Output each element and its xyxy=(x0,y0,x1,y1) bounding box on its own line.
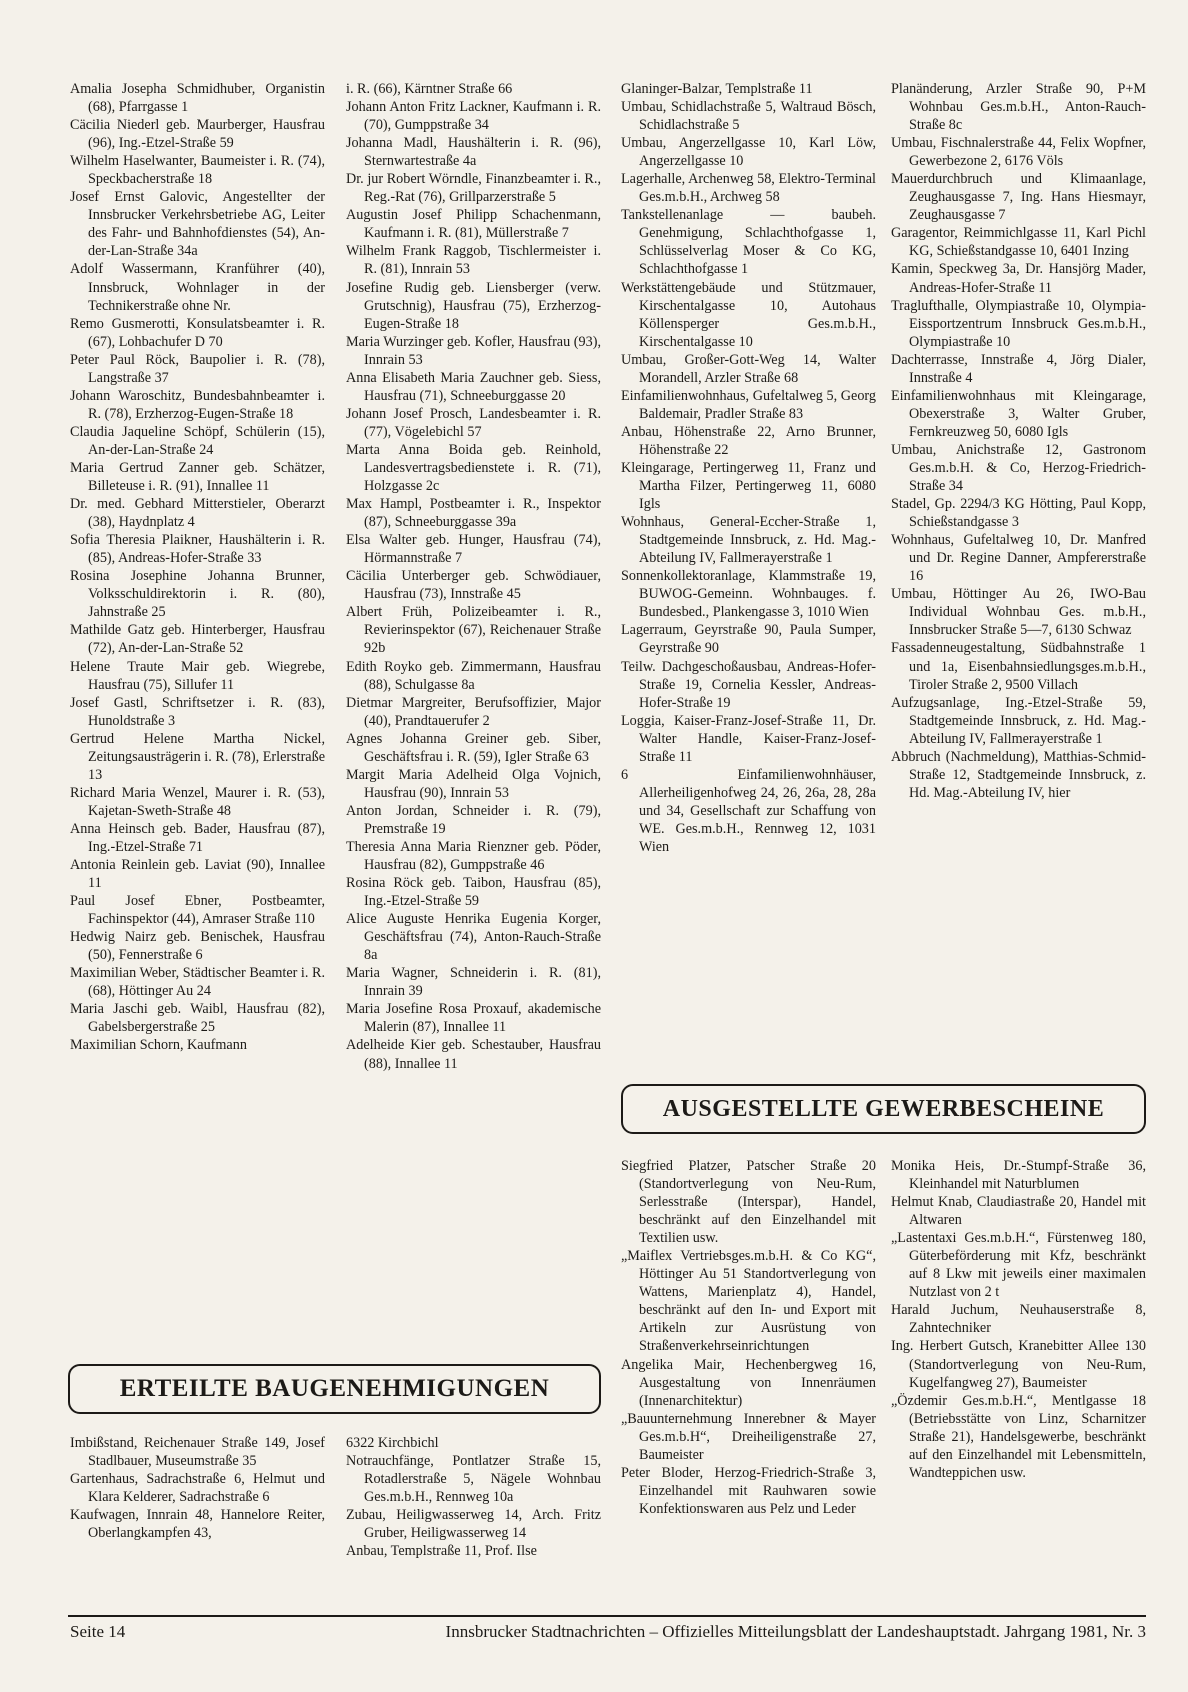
list-entry: Dachterrasse, Innstraße 4, Jörg Dialer, Innstraße 4 xyxy=(891,351,1146,386)
column-gewerbescheine-1 xyxy=(621,1157,876,1518)
list-entry: Umbau, Angerzellgasse 10, Karl Löw, Angerzellgasse 10 xyxy=(621,135,876,170)
list-entry: Maximilian Schorn, Kaufmann xyxy=(70,1037,247,1054)
list-entry: Margit Maria Adelheid Olga Vojnich, Hausfrau (90), Innrain 53 xyxy=(346,766,601,801)
list-entry: Johann Anton Fritz Lackner, Kaufmann i. R. (70), Gumppstraße 34 xyxy=(346,99,601,134)
section-heading-baugenehmigungen xyxy=(68,1364,601,1414)
list-entry: Kaufwagen, Innrain 48, Hannelore Reiter, Oberlangkampfen 43, xyxy=(70,1507,325,1542)
list-entry: Umbau, Fischnalerstraße 44, Felix Wopfner, Gewerbezone 2, 6176 Völs xyxy=(891,135,1146,170)
list-entry: 6 Einfamilienwohnhäuser, Allerheiligenhofweg 24, 26, 26a, 28, 28a und 34, Gesellschaft zur Schaffung von WE. Ges.m.b.H., Rennweg 12, 1031 Wien xyxy=(621,766,876,855)
list-entry: Wilhelm Frank Raggob, Tischlermeister i. R. (81), Innrain 53 xyxy=(346,243,601,278)
list-entry: Josefine Rudig geb. Liensberger (verw. Grutschnig), Hausfrau (75), Erzherzog-Eugen-Straße 18 xyxy=(346,279,601,332)
list-entry: Anton Jordan, Schneider i. R. (79), Premstraße 19 xyxy=(346,802,601,837)
list-entry: Umbau, Schidlachstraße 5, Waltraud Bösch, Schidlachstraße 5 xyxy=(621,99,876,134)
list-entry: Hedwig Nairz geb. Benischek, Hausfrau (50), Fennerstraße 6 xyxy=(70,929,325,964)
list-entry: Kamin, Speckweg 3a, Dr. Hansjörg Mader, Andreas-Hofer-Straße 11 xyxy=(891,261,1146,296)
section-heading-text: ERTEILTE BAUGENEHMIGUNGEN xyxy=(119,1375,550,1402)
list-entry: „Özdemir Ges.m.b.H.“, Mentlgasse 18 (Betriebsstätte von Linz, Scharnitzer Straße 21), Handelsgewerbe, beschränkt auf den Einzelhandel mit Lebensmitteln, Wandteppichen usw. xyxy=(891,1392,1146,1481)
list-entry: Planänderung, Arzler Straße 90, P+M Wohnbau Ges.m.b.H., Anton-Rauch-Straße 8c xyxy=(891,81,1146,134)
list-entry: Rosina Josephine Johanna Brunner, Volksschuldirektorin i. R. (80), Jahnstraße 25 xyxy=(70,568,325,621)
list-entry: Peter Paul Röck, Baupolier i. R. (78), Langstraße 37 xyxy=(70,351,325,386)
list-entry: Johann Josef Prosch, Landesbeamter i. R. (77), Vögelebichl 57 xyxy=(346,405,601,440)
section-heading-text: AUSGESTELLTE GEWERBESCHEINE xyxy=(662,1095,1105,1122)
list-entry: Sonnenkollektoranlage, Klammstraße 19, BUWOG-Gemeinn. Wohnbauges. f. Bundesbed., Plankengasse 3, 1010 Wien xyxy=(621,568,876,621)
list-entry: Harald Juchum, Neuhauserstraße 8, Zahntechniker xyxy=(891,1302,1146,1337)
list-entry: Einfamilienwohnhaus, Gufeltalweg 5, Georg Baldemair, Pradler Straße 83 xyxy=(621,387,876,422)
list-entry: Umbau, Höttinger Au 26, IWO-Bau Individual Wohnbau Ges. m.b.H., Innsbrucker Straße 5—7, 6130 Schwaz xyxy=(891,586,1146,639)
list-entry: 6322 Kirchbichl xyxy=(346,1435,439,1451)
list-entry: Maria Josefine Rosa Proxauf, akademische Malerin (87), Innallee 11 xyxy=(346,1001,601,1036)
list-entry: Elsa Walter geb. Hunger, Hausfrau (74), Hörmannstraße 7 xyxy=(346,532,601,567)
list-entry: Tankstellenanlage — baubeh. Genehmigung, Schlachthofgasse 1, Schlüsselverlag Moser & Co KG, Schlachthofgasse 1 xyxy=(621,207,876,278)
list-entry: Antonia Reinlein geb. Laviat (90), Innallee 11 xyxy=(70,857,325,892)
list-entry: Augustin Josef Philipp Schachenmann, Kaufmann i. R. (81), Müllerstraße 7 xyxy=(346,207,601,242)
list-entry: Rosina Röck geb. Taibon, Hausfrau (85), Ing.-Etzel-Straße 59 xyxy=(346,875,601,910)
column-deaths-2 xyxy=(346,80,601,1073)
list-entry: Theresia Anna Maria Rienzner geb. Pöder, Hausfrau (82), Gumppstraße 46 xyxy=(346,838,601,874)
list-entry: Dr. jur Robert Wörndle, Finanzbeamter i. R., Reg.-Rat (76), Grillparzerstraße 5 xyxy=(346,171,601,206)
footer-divider xyxy=(68,1615,1146,1617)
page-number: Seite 14 xyxy=(70,1622,126,1641)
list-entry: Helene Traute Mair geb. Wiegrebe, Hausfrau (75), Sillufer 11 xyxy=(70,658,325,693)
list-entry: Imbißstand, Reichenauer Straße 149, Josef Stadlbauer, Museumstraße 35 xyxy=(70,1435,325,1470)
list-entry: Monika Heis, Dr.-Stumpf-Straße 36, Kleinhandel mit Naturblumen xyxy=(891,1158,1146,1193)
list-entry: Amalia Josepha Schmidhuber, Organistin (68), Pfarrgasse 1 xyxy=(70,81,325,116)
list-entry: „Lastentaxi Ges.m.b.H.“, Fürstenweg 180, Güterbeförderung mit Kfz, beschränkt auf 8 Lkw mit jeweils einer maximalen Nutzlast von 2 t xyxy=(891,1230,1146,1301)
list-entry: Gartenhaus, Sadrachstraße 6, Helmut und Klara Kelderer, Sadrachstraße 6 xyxy=(70,1471,325,1506)
publication-line: Innsbrucker Stadtnachrichten – Offizielles Mitteilungsblatt der Landeshauptstadt. Jahrgang 1981, Nr. 3 xyxy=(445,1622,1146,1641)
list-entry: Anbau, Templstraße 11, Prof. Ilse xyxy=(346,1543,537,1560)
list-entry: Claudia Jaqueline Schöpf, Schülerin (15), An-der-Lan-Straße 24 xyxy=(70,423,325,458)
list-entry: Alice Auguste Henrika Eugenia Korger, Geschäftsfrau (74), Anton-Rauch-Straße 8a xyxy=(346,911,601,964)
list-entry: Teilw. Dachgeschoßausbau, Andreas-Hofer-Straße 19, Cornelia Kessler, Andreas-Hofer-Straße 19 xyxy=(621,658,876,711)
list-entry: Einfamilienwohnhaus mit Kleingarage, Obexerstraße 3, Walter Gruber, Fernkreuzweg 50, 6080 Igls xyxy=(891,387,1146,440)
list-entry: Wohnhaus, Gufeltalweg 10, Dr. Manfred und Dr. Regine Danner, Ampfererstraße 16 xyxy=(891,532,1146,585)
list-entry: Lagerraum, Geyrstraße 90, Paula Sumper, Geyrstraße 90 xyxy=(621,622,876,657)
column-gewerbescheine-2 xyxy=(891,1157,1146,1482)
list-entry: Johann Waroschitz, Bundesbahnbeamter i. R. (78), Erzherzog-Eugen-Straße 18 xyxy=(70,387,325,422)
list-entry: Adelheide Kier geb. Schestauber, Hausfrau (88), Innallee 11 xyxy=(346,1037,601,1072)
list-entry: Abbruch (Nachmeldung), Matthias-Schmid-Straße 12, Stadtgemeinde Innsbruck, z. Hd. Mag.-Abteilung IV, hier xyxy=(891,748,1146,801)
list-entry: Stadel, Gp. 2294/3 KG Hötting, Paul Kopp, Schießstandgasse 3 xyxy=(891,496,1146,531)
list-entry: Marta Anna Boida geb. Reinhold, Landesvertragsbedienstete i. R. (71), Holzgasse 2c xyxy=(346,441,601,495)
list-entry: Dr. med. Gebhard Mitterstieler, Oberarzt (38), Haydnplatz 4 xyxy=(70,496,325,531)
list-entry: Siegfried Platzer, Patscher Straße 20 (Standortverlegung von Neu-Rum, Serlesstraße (Interspar), Handel, beschränkt auf den Einzelhandel mit Textilien usw. xyxy=(621,1158,876,1247)
page-footer xyxy=(70,1622,1146,1642)
list-entry: Loggia, Kaiser-Franz-Josef-Straße 11, Dr. Walter Handle, Kaiser-Franz-Josef-Straße 11 xyxy=(621,712,876,765)
column-deaths-1 xyxy=(70,80,325,1055)
list-entry: Traglufthalle, Olympiastraße 10, Olympia-Eissportzentrum Innsbruck Ges.m.b.H., Olympiastraße 10 xyxy=(891,297,1146,350)
list-entry: Angelika Mair, Hechenbergweg 16, Ausgestaltung von Innenräumen (Innenarchitektur) xyxy=(621,1356,876,1409)
list-entry: Umbau, Anichstraße 12, Gastronom Ges.m.b.H. & Co, Herzog-Friedrich-Straße 34 xyxy=(891,441,1146,495)
list-entry: Remo Gusmerotti, Konsulatsbeamter i. R. (67), Lohbachufer D 70 xyxy=(70,315,325,350)
list-entry: i. R. (66), Kärntner Straße 66 xyxy=(346,81,513,97)
list-entry: Richard Maria Wenzel, Maurer i. R. (53), Kajetan-Sweth-Straße 48 xyxy=(70,784,325,819)
list-entry: Anbau, Höhenstraße 22, Arno Brunner, Höhenstraße 22 xyxy=(621,423,876,458)
list-entry: Peter Bloder, Herzog-Friedrich-Straße 3, Einzelhandel mit Rauhwaren sowie Konfektionswaren aus Pelz und Leder xyxy=(621,1464,876,1517)
section-heading-gewerbescheine xyxy=(621,1084,1146,1134)
list-entry: Mathilde Gatz geb. Hinterberger, Hausfrau (72), An-der-Lan-Straße 52 xyxy=(70,622,325,657)
list-entry: Maria Jaschi geb. Waibl, Hausfrau (82), Gabelsbergerstraße 25 xyxy=(70,1001,325,1036)
list-entry: „Bauunternehmung Innerebner & Mayer Ges.m.b.H“, Dreiheiligenstraße 27, Baumeister xyxy=(621,1410,876,1463)
list-entry: Paul Josef Ebner, Postbeamter, Fachinspektor (44), Amraser Straße 110 xyxy=(70,893,325,928)
list-entry: Cäcilia Niederl geb. Maurberger, Hausfrau (96), Ing.-Etzel-Straße 59 xyxy=(70,117,325,152)
list-entry: Maria Wurzinger geb. Kofler, Hausfrau (93), Innrain 53 xyxy=(346,333,601,368)
column-baugenehmigungen-2 xyxy=(346,1434,601,1560)
list-entry: Glaninger-Balzar, Templstraße 11 xyxy=(621,81,813,97)
list-entry: Notrauchfänge, Pontlatzer Straße 15, Rotadlerstraße 5, Nägele Wohnbau Ges.m.b.H., Rennweg 10a xyxy=(346,1453,601,1506)
list-entry: Helmut Knab, Claudiastraße 20, Handel mit Altwaren xyxy=(891,1194,1146,1229)
list-entry: Gertrud Helene Martha Nickel, Zeitungsausträgerin i. R. (78), Erlerstraße 13 xyxy=(70,730,325,783)
list-entry: „Maiflex Vertriebsges.m.b.H. & Co KG“, Höttinger Au 51 Standortverlegung von Wattens, Marienplatz 4), Handel, beschränkt auf den In- und Export mit Artikeln zur Ausrüstung von Straßenverkehrseinrichtungen xyxy=(621,1248,876,1355)
list-entry: Maximilian Weber, Städtischer Beamter i. R. (68), Höttinger Au 24 xyxy=(70,965,325,1000)
list-entry: Aufzugsanlage, Ing.-Etzel-Straße 59, Stadtgemeinde Innsbruck, z. Hd. Mag.-Abteilung IV, Fallmerayerstraße 1 xyxy=(891,694,1146,747)
list-entry: Dietmar Margreiter, Berufsoffizier, Major (40), Prandtauerufer 2 xyxy=(346,694,601,729)
list-entry: Garagentor, Reimmichlgasse 11, Karl Pichl KG, Schießstandgasse 10, 6401 Inzing xyxy=(891,225,1146,260)
list-entry: Ing. Herbert Gutsch, Kranebitter Allee 130 (Standortverlegung von Neu-Rum, Kugelfangweg 27), Baumeister xyxy=(891,1338,1146,1391)
list-entry: Zubau, Heiligwasserweg 14, Arch. Fritz Gruber, Heiligwasserweg 14 xyxy=(346,1507,601,1542)
list-entry: Edith Royko geb. Zimmermann, Hausfrau (88), Schulgasse 8a xyxy=(346,658,601,693)
list-entry: Lagerhalle, Archenweg 58, Elektro-Terminal Ges.m.b.H., Archweg 58 xyxy=(621,171,876,206)
list-entry: Umbau, Großer-Gott-Weg 14, Walter Morandell, Arzler Straße 68 xyxy=(621,351,876,386)
list-entry: Johanna Madl, Haushälterin i. R. (96), Sternwartestraße 4a xyxy=(346,135,601,170)
list-entry: Mauerdurchbruch und Klimaanlage, Zeughausgasse 7, Ing. Hans Hiesmayr, Zeughausgasse 7 xyxy=(891,171,1146,224)
list-entry: Fassadenneugestaltung, Südbahnstraße 1 und 1a, Eisenbahnsiedlungsges.m.b.H., Tiroler Straße 2, 9500 Villach xyxy=(891,640,1146,693)
list-entry: Wohnhaus, General-Eccher-Straße 1, Stadtgemeinde Innsbruck, z. Hd. Mag.-Abteilung IV, Fallmerayerstraße 1 xyxy=(621,514,876,567)
list-entry: Agnes Johanna Greiner geb. Siber, Geschäftsfrau i. R. (59), Igler Straße 63 xyxy=(346,730,601,765)
list-entry: Sofia Theresia Plaikner, Haushälterin i. R. (85), Andreas-Hofer-Straße 33 xyxy=(70,532,325,567)
column-baugenehmigungen-1 xyxy=(70,1434,325,1542)
list-entry: Maria Gertrud Zanner geb. Schätzer, Billeteuse i. R. (91), Innallee 11 xyxy=(70,459,325,495)
list-entry: Cäcilia Unterberger geb. Schwödiauer, Hausfrau (73), Innstraße 45 xyxy=(346,568,601,603)
list-entry: Kleingarage, Pertingerweg 11, Franz und Martha Filzer, Pertingerweg 11, 6080 Igls xyxy=(621,459,876,513)
list-entry: Maria Wagner, Schneiderin i. R. (81), Innrain 39 xyxy=(346,965,601,1000)
list-entry: Wilhelm Haselwanter, Baumeister i. R. (74), Speckbacherstraße 18 xyxy=(70,153,325,188)
list-entry: Adolf Wassermann, Kranführer (40), Innsbruck, Wohnlager in der Technikerstraße ohne Nr. xyxy=(70,261,325,314)
list-entry: Max Hampl, Postbeamter i. R., Inspektor (87), Schneeburggasse 39a xyxy=(346,496,601,531)
list-entry: Albert Früh, Polizeibeamter i. R., Revierinspektor (67), Reichenauer Straße 92b xyxy=(346,604,601,657)
list-entry: Anna Elisabeth Maria Zauchner geb. Siess, Hausfrau (71), Schneeburggasse 20 xyxy=(346,369,601,404)
column-permits-continued-1 xyxy=(621,80,876,856)
column-permits-continued-2 xyxy=(891,80,1146,802)
list-entry: Werkstättengebäude und Stützmauer, Kirschentalgasse 10, Autohaus Köllensperger Ges.m.b.H., Kirschentalgasse 10 xyxy=(621,279,876,350)
list-entry: Josef Ernst Galovic, Angestellter der Innsbrucker Verkehrsbetriebe AG, Leiter des Fahr- und Bahnhofdienstes (54), An-der-Lan-Straße 34a xyxy=(70,189,325,260)
list-entry: Josef Gastl, Schriftsetzer i. R. (83), Hunoldstraße 3 xyxy=(70,694,325,729)
list-entry: Anna Heinsch geb. Bader, Hausfrau (87), Ing.-Etzel-Straße 71 xyxy=(70,820,325,855)
